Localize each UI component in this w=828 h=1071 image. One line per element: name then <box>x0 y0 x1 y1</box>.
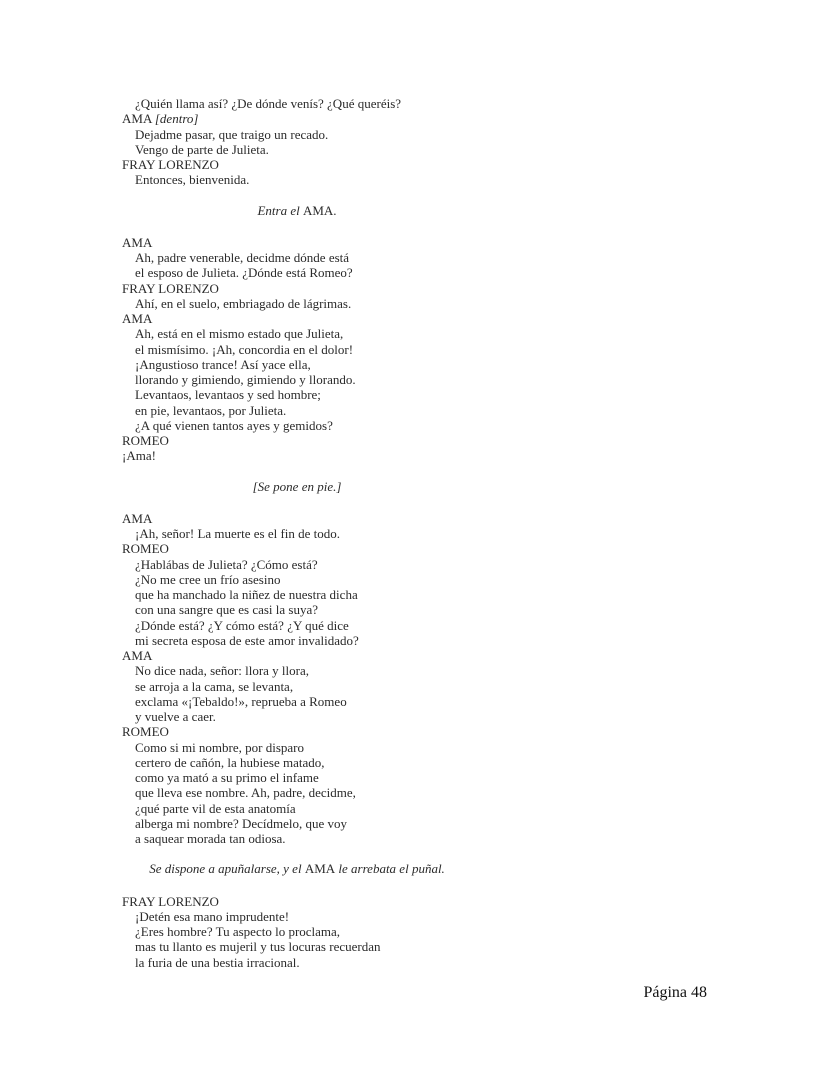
verse-line: con una sangre que es casi la suya? <box>135 602 319 618</box>
speaker-name <box>122 511 722 526</box>
verse-line: ¿Eres hombre? Tu aspecto lo proclama, <box>135 924 341 939</box>
stage-direction-part: [Se pone en pie.] <box>252 478 342 494</box>
speaker-name <box>122 235 722 250</box>
stage-direction-part: Entra el <box>257 202 303 218</box>
verse-line: ¡Detén esa mano imprudente! <box>135 908 290 924</box>
verse-line: como ya mató a su primo el infame <box>135 770 319 785</box>
verse-line: mas tu llanto es mujeril y tus locuras recuerdan <box>135 939 381 955</box>
verse-line: Levantaos, levantaos y sed hombre; <box>135 387 321 403</box>
verse-line: llorando y gimiendo, gimiendo y llorando. <box>135 372 356 387</box>
speaker-name <box>122 724 722 739</box>
verse-line: ¿Hablábas de Julieta? ¿Cómo está? <box>135 556 318 572</box>
speaker-name <box>122 311 722 326</box>
page-number: Página 48 <box>643 984 707 1001</box>
speaker-name <box>122 281 722 296</box>
verse-line: ¿No me cree un frío asesino <box>135 571 281 587</box>
stage-direction-part: le arrebata el puñal. <box>335 861 445 877</box>
verse-line: Ah, está en el mismo estado que Julieta, <box>135 326 344 342</box>
speaker-name <box>122 894 722 909</box>
verse-line: que lleva ese nombre. Ah, padre, decidme, <box>135 785 356 801</box>
verse-line: la furia de una bestia irracional. <box>135 954 300 970</box>
speaker-label: AMA <box>122 234 153 250</box>
verse-line: exclama «¡Tebaldo!», reprueba a Romeo <box>135 693 347 709</box>
verse-line: ¿Dónde está? ¿Y cómo está? ¿Y qué dice <box>135 617 349 633</box>
verse-line: a saquear morada tan odiosa. <box>135 831 286 846</box>
verse-line: mi secreta esposa de este amor invalidado? <box>135 632 359 648</box>
speaker-label: AMA <box>122 311 153 326</box>
verse-line: certero de cañón, la hubiese matado, <box>135 754 325 770</box>
verse-line: ¡Ama! <box>122 448 156 464</box>
verse-line: Ah, padre venerable, decidme dónde está <box>135 250 350 265</box>
speaker-label: ROMEO <box>122 433 169 448</box>
verse-line: No dice nada, señor: llora y llora, <box>135 663 309 679</box>
verse-line: Ahí, en el suelo, embriagado de lágrimas. <box>135 295 352 311</box>
stage-direction <box>122 479 472 494</box>
stage-direction-part: AMA. <box>302 202 337 218</box>
stage-direction-part: AMA <box>304 861 336 877</box>
stage-direction <box>122 861 472 876</box>
speaker-label: ROMEO <box>122 724 169 740</box>
speaker-label: ROMEO <box>122 541 169 557</box>
verse-line: y vuelve a caer. <box>135 709 216 724</box>
verse-line: en pie, levantaos, por Julieta. <box>135 402 287 418</box>
verse-line: el esposo de Julieta. ¿Dónde está Romeo? <box>135 265 353 281</box>
stage-direction <box>122 203 472 218</box>
speaker-name <box>122 157 722 172</box>
verse-line: Entonces, bienvenida. <box>135 172 250 188</box>
verse-line: ¡Angustioso trance! Así yace ella, <box>135 356 311 372</box>
speaker-label: AMA <box>122 648 153 663</box>
verse-line: el mismísimo. ¡Ah, concordia en el dolor! <box>135 341 354 357</box>
speaker-name <box>122 433 722 448</box>
verse-line: ¿qué parte vil de esta anatomía <box>135 800 296 816</box>
speaker-name <box>122 111 722 126</box>
verse-line: que ha manchado la niñez de nuestra dicha <box>135 587 358 602</box>
speaker-name <box>122 541 722 556</box>
verse-line: Dejadme pasar, que traigo un recado. <box>135 126 329 142</box>
speaker-label: AMA <box>122 111 152 127</box>
verse-line: alberga mi nombre? Decídmelo, que voy <box>135 815 348 831</box>
verse-line: se arroja a la cama, se levanta, <box>135 678 294 694</box>
speaker-label: FRAY LORENZO <box>122 280 219 296</box>
speaker-label: AMA <box>122 510 153 526</box>
speaker-note: [dentro] <box>154 111 199 127</box>
speaker-name <box>122 648 722 663</box>
verse-line: ¡Ah, señor! La muerte es el fin de todo. <box>135 526 341 541</box>
speaker-label: FRAY LORENZO <box>122 157 219 172</box>
verse-line: ¿Quién llama así? ¿De dónde venís? ¿Qué queréis? <box>135 96 402 111</box>
stage-direction-part: Se dispone a apuñalarse, y el <box>149 861 305 877</box>
verse-line: Vengo de parte de Julieta. <box>135 141 269 157</box>
speaker-label: FRAY LORENZO <box>122 893 219 909</box>
verse-line: Como si mi nombre, por disparo <box>135 739 304 755</box>
play-text <box>122 96 722 970</box>
verse-line: ¿A qué vienen tantos ayes y gemidos? <box>135 417 333 433</box>
